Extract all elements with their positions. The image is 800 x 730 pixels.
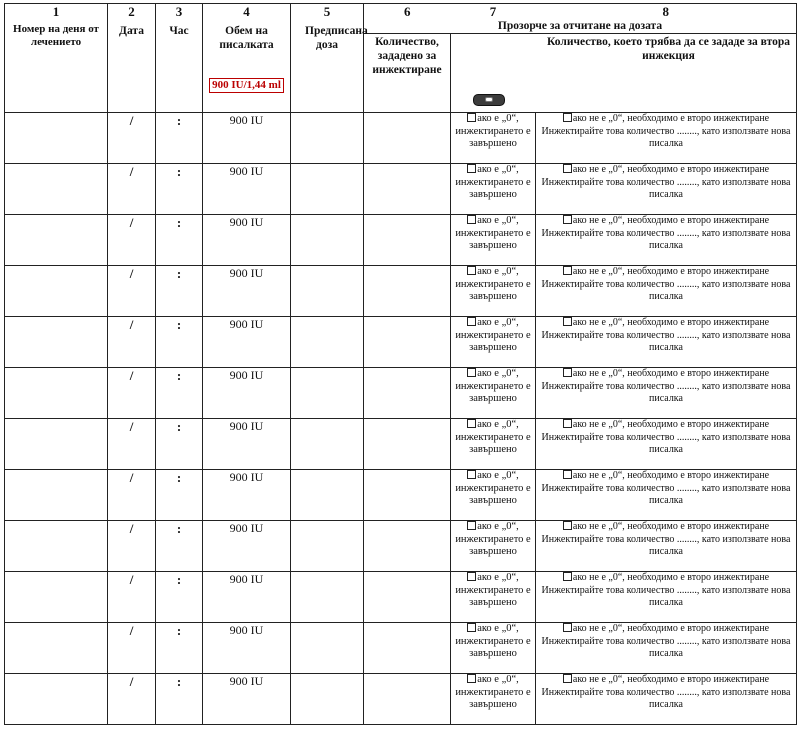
time-separator: :	[176, 623, 182, 638]
injection-complete-cell	[451, 419, 536, 470]
header-date-text: Дата	[119, 25, 144, 37]
date-cell[interactable]	[108, 623, 156, 674]
day-number-cell[interactable]	[5, 623, 108, 674]
pen-volume-cell: 900 IU	[203, 266, 291, 317]
header-time-text: Час	[169, 25, 189, 37]
prescribed-dose-cell[interactable]	[291, 113, 364, 164]
second-injection-cell	[536, 113, 797, 164]
day-number-cell[interactable]	[5, 113, 108, 164]
prescribed-dose-cell[interactable]	[291, 215, 364, 266]
second-injection-cell	[536, 674, 797, 725]
injection-complete-cell	[451, 317, 536, 368]
second-injection-cell	[536, 317, 797, 368]
log-row	[5, 164, 797, 215]
second-injection-text: ако не е „0“, необходимо е второ инжектиране Инжектирайте това количество ........, като използвате нова писалка	[541, 113, 791, 149]
date-cell[interactable]	[108, 572, 156, 623]
injection-complete-checkbox[interactable]	[467, 572, 476, 581]
header-day-number	[5, 20, 108, 113]
injection-complete-cell	[451, 368, 536, 419]
injection-complete-cell	[451, 623, 536, 674]
log-row	[5, 368, 797, 419]
time-separator: :	[176, 521, 182, 536]
second-injection-cell	[536, 368, 797, 419]
time-cell[interactable]	[156, 164, 203, 215]
prescribed-dose-cell[interactable]	[291, 521, 364, 572]
time-cell[interactable]	[156, 674, 203, 725]
second-injection-cell	[536, 215, 797, 266]
time-cell[interactable]	[156, 368, 203, 419]
pen-dose-label: 900 IU/1,44 ml	[209, 78, 284, 93]
date-cell[interactable]	[108, 113, 156, 164]
time-cell[interactable]	[156, 215, 203, 266]
injection-complete-text: ако е „0“, инжектирането е завършено	[455, 215, 531, 251]
date-separator: /	[129, 572, 134, 587]
log-row	[5, 317, 797, 368]
time-separator: :	[176, 113, 182, 128]
log-rows	[5, 113, 797, 725]
injection-complete-cell	[451, 572, 536, 623]
second-injection-checkbox[interactable]	[563, 368, 572, 377]
date-separator: /	[129, 623, 134, 638]
date-cell[interactable]	[108, 419, 156, 470]
date-cell[interactable]	[108, 368, 156, 419]
second-injection-checkbox[interactable]	[563, 623, 572, 632]
date-separator: /	[129, 215, 134, 230]
time-separator: :	[176, 317, 182, 332]
second-injection-text: ако не е „0“, необходимо е второ инжектиране Инжектирайте това количество ........, като използвате нова писалка	[541, 674, 791, 710]
log-row	[5, 266, 797, 317]
prescribed-dose-cell[interactable]	[291, 572, 364, 623]
day-number-cell[interactable]	[5, 572, 108, 623]
date-cell[interactable]	[108, 317, 156, 368]
second-injection-checkbox[interactable]	[563, 419, 572, 428]
second-injection-checkbox[interactable]	[563, 674, 572, 683]
injection-complete-checkbox[interactable]	[467, 368, 476, 377]
dialed-amount-cell[interactable]	[364, 572, 451, 623]
pen-volume-cell: 900 IU	[203, 674, 291, 725]
injection-complete-text: ако е „0“, инжектирането е завършено	[455, 521, 531, 557]
col-number-7: 7	[451, 4, 536, 21]
header-dialed-amount	[364, 34, 451, 113]
dialed-amount-cell[interactable]	[364, 266, 451, 317]
header-pen-volume-text: Обем на писалката	[219, 25, 274, 51]
day-number-cell[interactable]	[5, 215, 108, 266]
injection-complete-text: ако е „0“, инжектирането е завършено	[455, 164, 531, 200]
second-injection-cell	[536, 521, 797, 572]
injection-complete-text: ако е „0“, инжектирането е завършено	[455, 368, 531, 404]
pen-volume-cell: 900 IU	[203, 164, 291, 215]
pen-dose-window-illustration	[451, 63, 796, 107]
log-row	[5, 470, 797, 521]
window-title-row	[5, 20, 797, 34]
injection-complete-checkbox[interactable]	[467, 113, 476, 122]
day-number-cell[interactable]	[5, 317, 108, 368]
date-separator: /	[129, 317, 134, 332]
date-cell[interactable]	[108, 164, 156, 215]
second-injection-text: ако не е „0“, необходимо е второ инжектиране Инжектирайте това количество ........, като използвате нова писалка	[541, 215, 791, 251]
time-separator: :	[176, 215, 182, 230]
day-number-cell[interactable]	[5, 521, 108, 572]
log-row	[5, 623, 797, 674]
dialed-amount-cell[interactable]	[364, 623, 451, 674]
time-separator: :	[176, 368, 182, 383]
injection-complete-checkbox[interactable]	[467, 419, 476, 428]
injection-complete-text: ако е „0“, инжектирането е завършено	[455, 470, 531, 506]
pen-volume-cell: 900 IU	[203, 113, 291, 164]
second-injection-checkbox[interactable]	[563, 164, 572, 173]
date-separator: /	[129, 164, 134, 179]
second-injection-text: ако не е „0“, необходимо е второ инжектиране Инжектирайте това количество ........, като използвате нова писалка	[541, 317, 791, 353]
day-number-cell[interactable]	[5, 674, 108, 725]
prescribed-dose-cell[interactable]	[291, 266, 364, 317]
dosing-log-table	[4, 3, 797, 725]
dosing-log-sheet	[4, 3, 797, 725]
header-time	[156, 20, 203, 113]
time-cell[interactable]	[156, 521, 203, 572]
date-cell[interactable]	[108, 215, 156, 266]
date-separator: /	[129, 368, 134, 383]
log-row	[5, 419, 797, 470]
prescribed-dose-cell[interactable]	[291, 317, 364, 368]
col-number-5: 5	[291, 4, 364, 21]
log-row	[5, 215, 797, 266]
date-separator: /	[129, 113, 134, 128]
second-injection-cell	[536, 266, 797, 317]
dialed-amount-cell[interactable]	[364, 113, 451, 164]
date-separator: /	[129, 419, 134, 434]
header-second-injection	[451, 34, 797, 113]
day-number-cell[interactable]	[5, 164, 108, 215]
header-pen-volume	[203, 20, 291, 113]
injection-complete-cell	[451, 215, 536, 266]
date-cell[interactable]	[108, 674, 156, 725]
pen-volume-cell: 900 IU	[203, 572, 291, 623]
date-separator: /	[129, 470, 134, 485]
second-injection-text: ако не е „0“, необходимо е второ инжектиране Инжектирайте това количество ........, като използвате нова писалка	[541, 623, 791, 659]
injection-complete-text: ако е „0“, инжектирането е завършено	[455, 572, 531, 608]
time-cell[interactable]	[156, 113, 203, 164]
date-cell[interactable]	[108, 470, 156, 521]
injection-complete-checkbox[interactable]	[467, 266, 476, 275]
prescribed-dose-cell[interactable]	[291, 368, 364, 419]
date-cell[interactable]	[108, 266, 156, 317]
col-number-1: 1	[5, 4, 108, 21]
pen-volume-cell: 900 IU	[203, 623, 291, 674]
injection-complete-cell	[451, 521, 536, 572]
date-separator: /	[129, 521, 134, 536]
dialed-amount-cell[interactable]	[364, 521, 451, 572]
second-injection-checkbox[interactable]	[563, 521, 572, 530]
injection-complete-checkbox[interactable]	[467, 623, 476, 632]
prescribed-dose-cell[interactable]	[291, 674, 364, 725]
day-number-cell[interactable]	[5, 266, 108, 317]
col-number-3: 3	[156, 4, 203, 21]
injection-complete-cell	[451, 113, 536, 164]
second-injection-text: ако не е „0“, необходимо е второ инжектиране Инжектирайте това количество ........, като използвате нова писалка	[541, 521, 791, 557]
injection-complete-text: ако е „0“, инжектирането е завършено	[455, 113, 531, 149]
time-separator: :	[176, 164, 182, 179]
col-number-2: 2	[108, 4, 156, 21]
second-injection-checkbox[interactable]	[563, 572, 572, 581]
day-number-cell[interactable]	[5, 368, 108, 419]
dialed-amount-cell[interactable]	[364, 215, 451, 266]
header-date	[108, 20, 156, 113]
injection-complete-text: ако е „0“, инжектирането е завършено	[455, 266, 531, 302]
pen-volume-cell: 900 IU	[203, 215, 291, 266]
log-row	[5, 521, 797, 572]
time-separator: :	[176, 572, 182, 587]
second-injection-text: ако не е „0“, необходимо е второ инжектиране Инжектирайте това количество ........, като използвате нова писалка	[541, 164, 791, 200]
day-number-cell[interactable]	[5, 470, 108, 521]
dialed-amount-cell[interactable]	[364, 164, 451, 215]
col-number-8: 8	[536, 4, 797, 21]
pen-volume-cell: 900 IU	[203, 521, 291, 572]
second-injection-text: ако не е „0“, необходимо е второ инжектиране Инжектирайте това количество ........, като използвате нова писалка	[541, 470, 791, 506]
time-cell[interactable]	[156, 572, 203, 623]
date-separator: /	[129, 674, 134, 689]
prescribed-dose-cell[interactable]	[291, 470, 364, 521]
injection-complete-text: ако е „0“, инжектирането е завършено	[455, 419, 531, 455]
header-day-number-text: Номер на деня от лечението	[13, 23, 99, 48]
pen-volume-cell: 900 IU	[203, 317, 291, 368]
injection-complete-text: ако е „0“, инжектирането е завършено	[455, 623, 531, 659]
log-row	[5, 674, 797, 725]
injection-complete-cell	[451, 266, 536, 317]
second-injection-cell	[536, 623, 797, 674]
time-cell[interactable]	[156, 317, 203, 368]
log-row	[5, 113, 797, 164]
second-injection-text: ако не е „0“, необходимо е второ инжектиране Инжектирайте това количество ........, като използвате нова писалка	[541, 368, 791, 404]
injection-complete-checkbox[interactable]	[467, 164, 476, 173]
dose-window-icon	[473, 94, 505, 106]
time-separator: :	[176, 419, 182, 434]
log-row	[5, 572, 797, 623]
time-cell[interactable]	[156, 623, 203, 674]
col-number-4: 4	[203, 4, 291, 21]
prescribed-dose-cell[interactable]	[291, 419, 364, 470]
second-injection-checkbox[interactable]	[563, 317, 572, 326]
pen-volume-cell: 900 IU	[203, 368, 291, 419]
second-injection-text: ако не е „0“, необходимо е второ инжектиране Инжектирайте това количество ........, като използвате нова писалка	[541, 419, 791, 455]
time-cell[interactable]	[156, 419, 203, 470]
date-separator: /	[129, 266, 134, 281]
header-prescribed-dose	[291, 20, 368, 113]
second-injection-cell	[536, 419, 797, 470]
second-injection-cell	[536, 572, 797, 623]
header-prescribed-dose-text: Предписана доза	[305, 25, 368, 51]
dialed-amount-cell[interactable]	[364, 317, 451, 368]
time-cell[interactable]	[156, 266, 203, 317]
dialed-amount-cell[interactable]	[364, 470, 451, 521]
injection-complete-text: ако е „0“, инжектирането е завършено	[455, 317, 531, 353]
dose-window-title: Прозорче за отчитане на дозата	[364, 20, 797, 34]
dialed-amount-cell[interactable]	[364, 674, 451, 725]
injection-complete-cell	[451, 470, 536, 521]
time-cell[interactable]	[156, 470, 203, 521]
prescribed-dose-cell[interactable]	[291, 623, 364, 674]
injection-complete-text: ако е „0“, инжектирането е завършено	[455, 674, 531, 710]
col-number-6: 6	[364, 4, 451, 21]
second-injection-checkbox[interactable]	[563, 215, 572, 224]
second-injection-cell	[536, 470, 797, 521]
dialed-amount-cell[interactable]	[364, 419, 451, 470]
pen-volume-cell: 900 IU	[203, 470, 291, 521]
injection-complete-cell	[451, 164, 536, 215]
prescribed-dose-cell[interactable]	[291, 164, 364, 215]
dialed-amount-cell[interactable]	[364, 368, 451, 419]
injection-complete-checkbox[interactable]	[467, 317, 476, 326]
pen-volume-cell: 900 IU	[203, 419, 291, 470]
second-injection-checkbox[interactable]	[563, 113, 572, 122]
injection-complete-checkbox[interactable]	[467, 215, 476, 224]
second-injection-text: ако не е „0“, необходимо е второ инжектиране Инжектирайте това количество ........, като използвате нова писалка	[541, 572, 791, 608]
time-separator: :	[176, 266, 182, 281]
injection-complete-cell	[451, 674, 536, 725]
injection-complete-checkbox[interactable]	[467, 674, 476, 683]
time-separator: :	[176, 470, 182, 485]
header-dialed-amount-text: Количество, зададено за инжектиране	[372, 36, 442, 76]
time-separator: :	[176, 674, 182, 689]
second-injection-checkbox[interactable]	[563, 470, 572, 479]
injection-complete-checkbox[interactable]	[467, 521, 476, 530]
header-second-injection-text: Количество, което трябва да се зададе за втора инжекция	[547, 36, 790, 62]
date-cell[interactable]	[108, 521, 156, 572]
second-injection-text: ако не е „0“, необходимо е второ инжектиране Инжектирайте това количество ........, като използвате нова писалка	[541, 266, 791, 302]
injection-complete-checkbox[interactable]	[467, 470, 476, 479]
second-injection-cell	[536, 164, 797, 215]
day-number-cell[interactable]	[5, 419, 108, 470]
column-number-row	[5, 4, 797, 21]
second-injection-checkbox[interactable]	[563, 266, 572, 275]
